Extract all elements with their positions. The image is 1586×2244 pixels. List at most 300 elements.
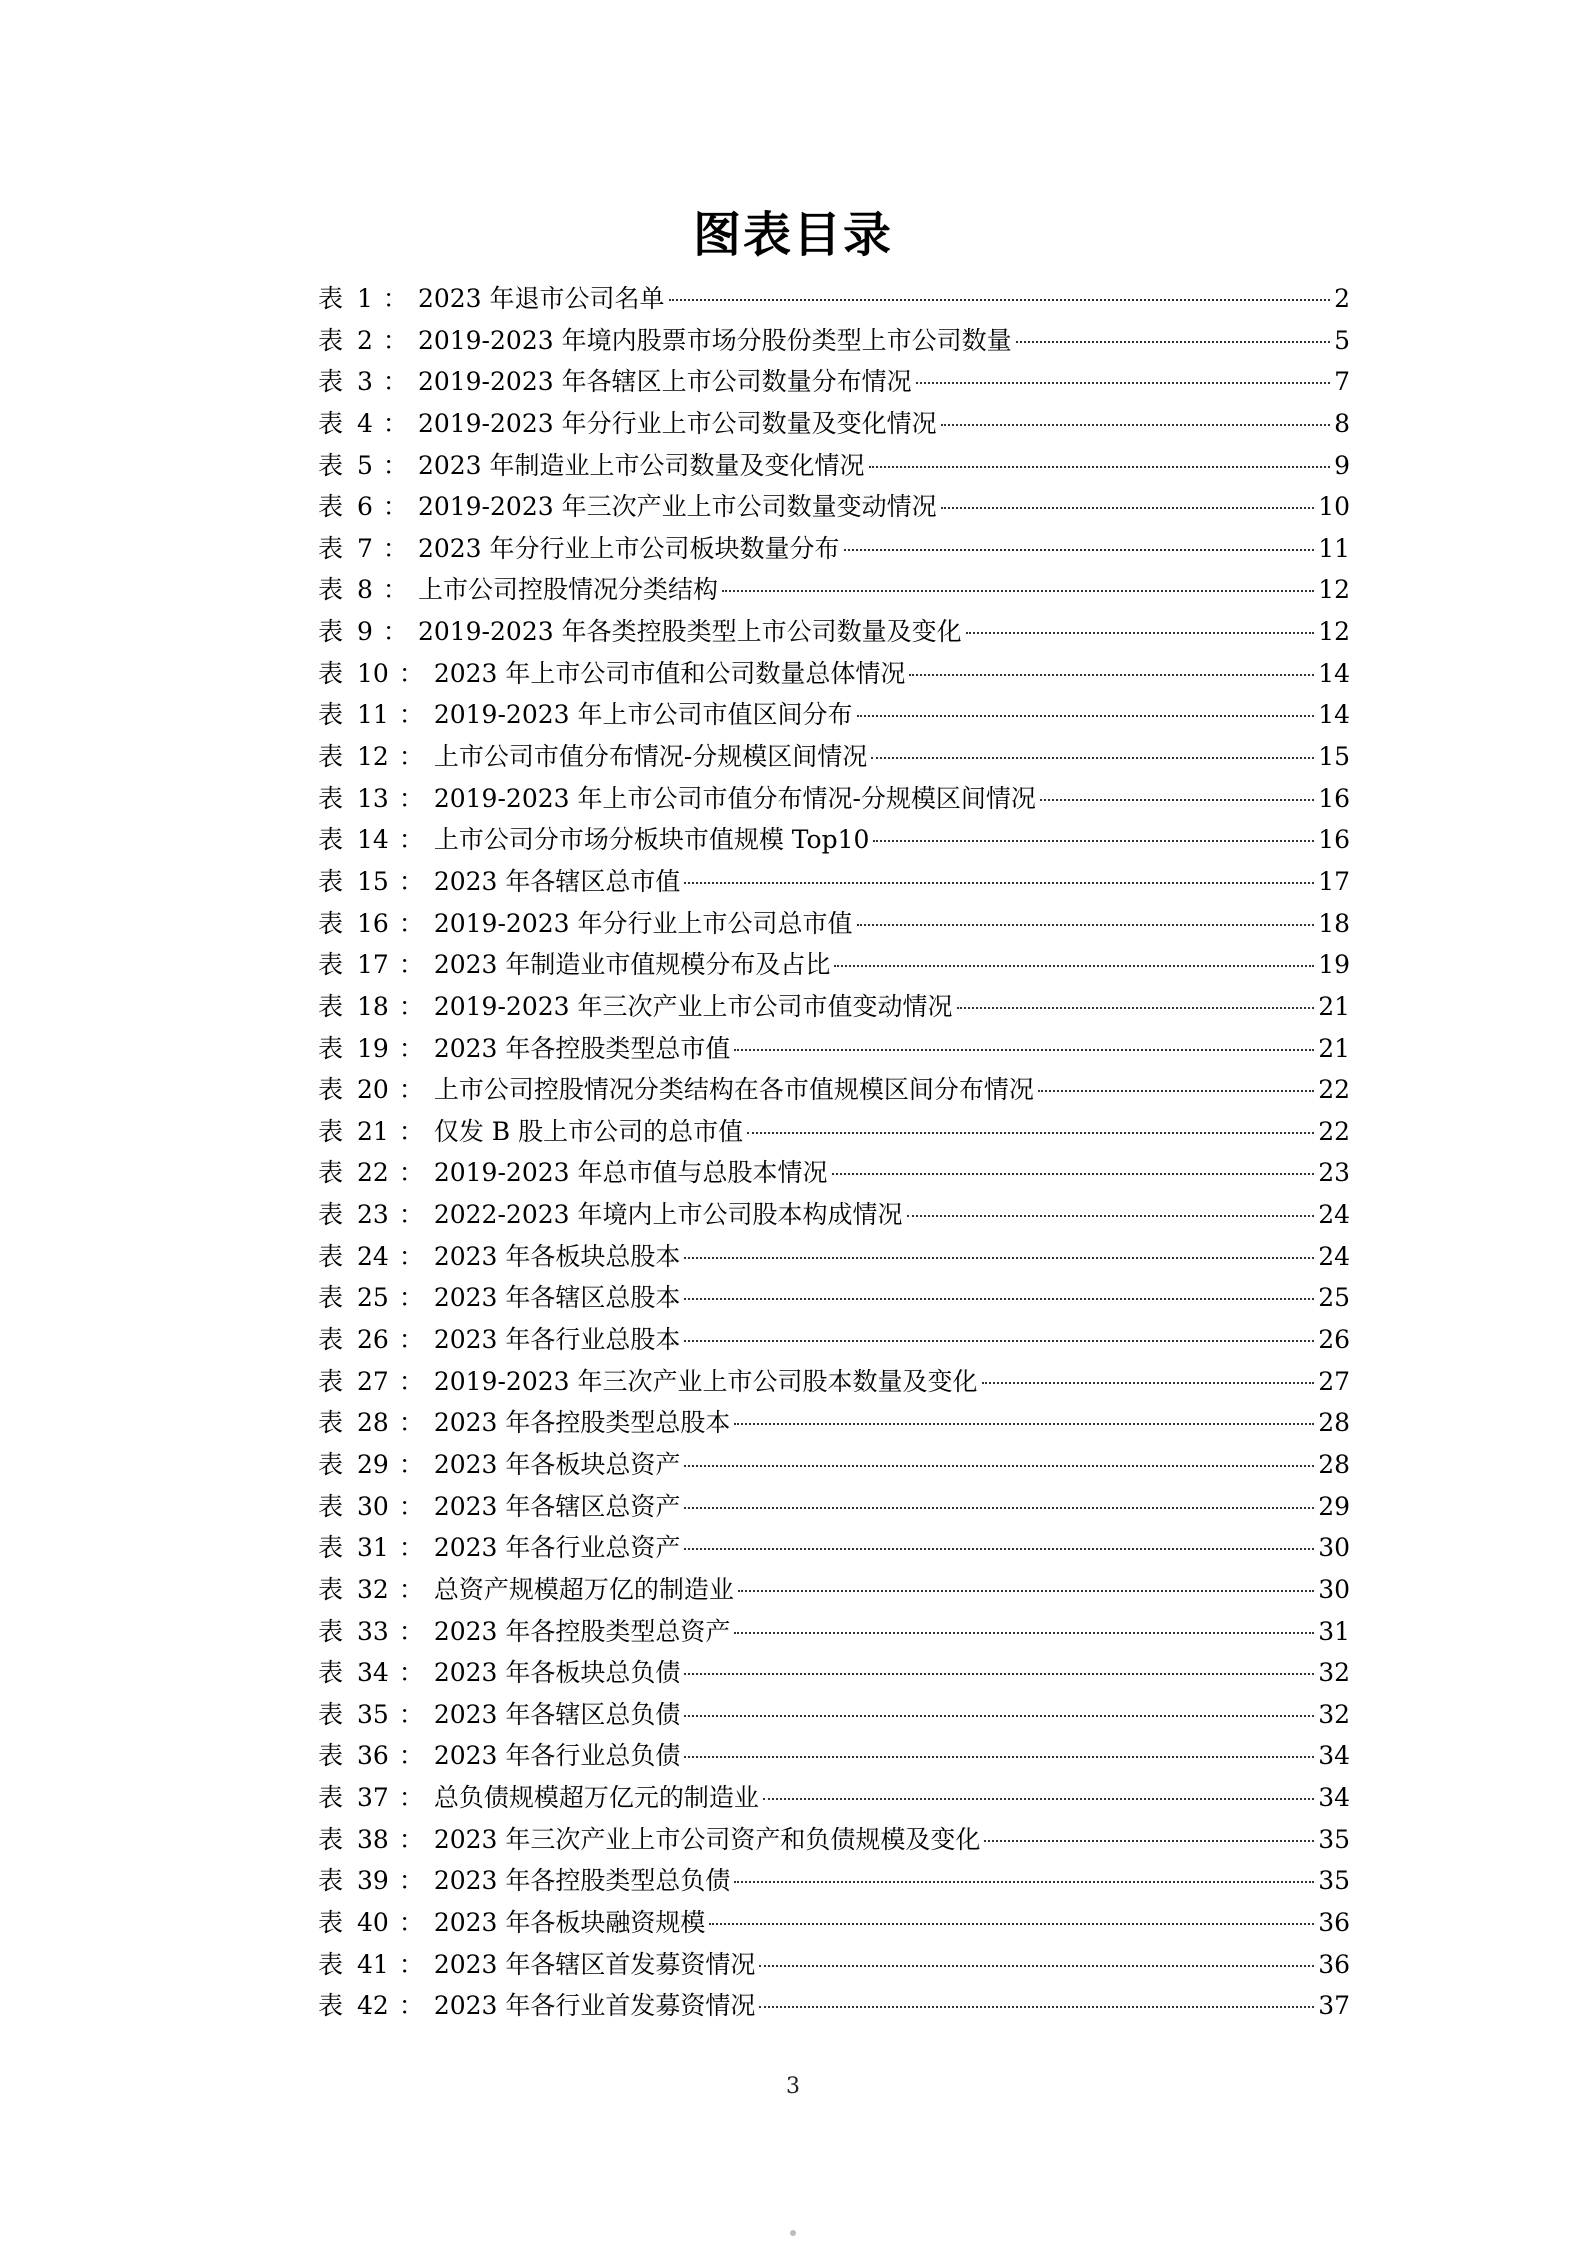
toc-entry-colon: ：	[398, 1158, 424, 1188]
toc-entry-number: 20	[357, 1075, 389, 1105]
toc-entry-label	[318, 1111, 434, 1153]
toc-entry-title: 上市公司控股情况分类结构在各市值规模区间分布情况	[433, 1075, 1034, 1105]
toc-entry-prefix: 表	[318, 1491, 358, 1521]
toc-dot-leader	[909, 674, 1314, 676]
toc-entry-number: 24	[357, 1241, 389, 1271]
toc-entry-label	[318, 1735, 434, 1777]
toc-entry-number: 10	[357, 658, 389, 688]
toc-dot-leader	[857, 715, 1315, 717]
toc-entry-prefix: 表	[318, 1658, 358, 1688]
toc-entry-title: 2023 年各行业总股本	[433, 1325, 681, 1355]
toc-entry-label	[318, 1652, 434, 1694]
toc-entry-label	[318, 986, 434, 1028]
toc-entry-prefix: 表	[318, 866, 358, 896]
toc-entry-colon: ：	[398, 1033, 424, 1063]
toc-entry-label	[318, 1319, 434, 1361]
toc-entry-prefix: 表	[318, 1824, 358, 1854]
toc-entry-prefix: 表	[318, 1449, 358, 1479]
toc-entry-page: 34	[1318, 1783, 1350, 1813]
toc-entry-prefix: 表	[318, 1075, 358, 1105]
toc-entry-page: 7	[1334, 367, 1350, 397]
toc-entry-colon: ：	[398, 1991, 424, 2021]
toc-dot-leader	[869, 466, 1331, 468]
toc-dot-leader	[966, 632, 1315, 634]
toc-entry-title: 2023 年退市公司名单	[417, 284, 665, 313]
toc-dot-leader	[844, 549, 1315, 551]
toc-entry-14[interactable]	[318, 819, 1350, 861]
toc-entry-19[interactable]	[318, 1028, 1350, 1070]
toc-dot-leader	[871, 757, 1314, 759]
toc-entry-page: 8	[1334, 408, 1350, 438]
toc-entry-prefix: 表	[318, 325, 358, 355]
toc-entry-colon: ：	[398, 1699, 424, 1729]
toc-entry-25[interactable]	[318, 1277, 1350, 1319]
toc-entry-20[interactable]	[318, 1069, 1350, 1111]
toc-entry-prefix: 表	[318, 533, 358, 563]
toc-entry-title: 2019-2023 年各类控股类型上市公司数量及变化	[417, 617, 962, 647]
toc-entry-label	[318, 445, 418, 487]
toc-entry-title: 2019-2023 年总市值与总股本情况	[433, 1158, 828, 1188]
toc-entry-title: 2019-2023 年三次产业上市公司数量变动情况	[417, 492, 937, 522]
toc-entry-28[interactable]	[318, 1402, 1350, 1444]
toc-entry-title: 2019-2023 年分行业上市公司数量及变化情况	[417, 408, 937, 438]
toc-entry-title: 2023 年上市公司市值和公司数量总体情况	[433, 658, 906, 688]
toc-entry-colon: ：	[382, 492, 408, 522]
toc-dot-leader	[759, 2006, 1314, 2008]
toc-entry-29[interactable]	[318, 1444, 1350, 1486]
toc-entry-colon: ：	[398, 1907, 424, 1937]
toc-entry-colon: ：	[398, 1241, 424, 1271]
toc-entry-9[interactable]	[318, 611, 1350, 653]
toc-entry-title: 2019-2023 年三次产业上市公司市值变动情况	[433, 991, 953, 1021]
toc-entry-page: 9	[1334, 450, 1350, 480]
toc-entry-prefix: 表	[318, 825, 358, 855]
toc-entry-number: 21	[357, 1116, 389, 1146]
toc-dot-leader	[832, 1173, 1315, 1175]
toc-entry-number: 11	[357, 700, 389, 730]
toc-entry-label	[318, 1819, 434, 1861]
toc-dot-leader	[1038, 1090, 1314, 1092]
toc-entry-title: 2023 年各辖区总市值	[433, 866, 681, 896]
toc-dot-leader	[734, 1881, 1314, 1883]
toc-entry-title: 2023 年各板块总资产	[433, 1449, 681, 1479]
toc-entry-colon: ：	[398, 1824, 424, 1854]
toc-entry-page: 22	[1318, 1116, 1350, 1146]
toc-entry-title: 2023 年各控股类型总股本	[433, 1408, 731, 1438]
toc-entry-41[interactable]	[318, 1944, 1350, 1986]
toc-entry-page: 27	[1318, 1366, 1350, 1396]
toc-entry-colon: ：	[398, 1325, 424, 1355]
toc-dot-leader	[684, 1715, 1314, 1717]
toc-entry-page: 35	[1318, 1866, 1350, 1896]
toc-entry-prefix: 表	[318, 658, 358, 688]
toc-entry-page: 36	[1318, 1907, 1350, 1937]
toc-entry-label	[318, 1777, 434, 1819]
toc-entry-number: 22	[357, 1158, 389, 1188]
toc-entry-colon: ：	[382, 367, 408, 397]
toc-entry-number: 27	[357, 1366, 389, 1396]
toc-entry-title: 2023 年制造业市值规模分布及占比	[433, 950, 831, 980]
toc-entry-40[interactable]	[318, 1902, 1350, 1944]
toc-dot-leader	[747, 1132, 1314, 1134]
toc-entry-37[interactable]	[318, 1777, 1350, 1819]
toc-entry-4[interactable]	[318, 403, 1350, 445]
toc-entry-page: 29	[1318, 1491, 1350, 1521]
toc-entry-30[interactable]	[318, 1486, 1350, 1528]
toc-entry-page: 37	[1318, 1991, 1350, 2021]
toc-entry-page: 21	[1318, 991, 1350, 1021]
toc-entry-prefix: 表	[318, 1116, 358, 1146]
toc-dot-leader	[684, 882, 1314, 884]
toc-entry-number: 33	[357, 1616, 389, 1646]
toc-dot-leader	[734, 1423, 1314, 1425]
toc-entry-colon: ：	[382, 575, 408, 605]
toc-entry-title: 仅发 B 股上市公司的总市值	[433, 1116, 744, 1146]
toc-entry-6[interactable]	[318, 486, 1350, 528]
toc-entry-3[interactable]	[318, 361, 1350, 403]
toc-entry-title: 2019-2023 年境内股票市场分股份类型上市公司数量	[417, 325, 1012, 355]
toc-entry-number: 19	[357, 1033, 389, 1063]
toc-entry-title: 2019-2023 年分行业上市公司总市值	[433, 908, 853, 938]
toc-entry-prefix: 表	[318, 1991, 358, 2021]
toc-entry-number: 14	[357, 825, 389, 855]
table-of-figures	[318, 278, 1350, 2027]
toc-entry-colon: ：	[398, 908, 424, 938]
toc-entry-label	[318, 1569, 434, 1611]
toc-entry-22[interactable]	[318, 1152, 1350, 1194]
toc-entry-prefix: 表	[318, 367, 358, 397]
toc-entry-colon: ：	[398, 1449, 424, 1479]
toc-entry-colon: ：	[398, 991, 424, 1021]
toc-entry-34[interactable]	[318, 1652, 1350, 1694]
toc-entry-24[interactable]	[318, 1236, 1350, 1278]
toc-entry-number: 40	[357, 1907, 389, 1937]
toc-entry-label	[318, 778, 434, 820]
toc-entry-title: 2023 年各板块总负债	[433, 1658, 681, 1688]
toc-entry-page: 2	[1334, 284, 1350, 313]
toc-dot-leader	[684, 1257, 1314, 1259]
toc-entry-title: 2023 年各控股类型总负债	[433, 1866, 731, 1896]
toc-entry-page: 18	[1318, 908, 1350, 938]
toc-entry-page: 17	[1318, 866, 1350, 896]
toc-entry-number: 30	[357, 1491, 389, 1521]
toc-entry-prefix: 表	[318, 492, 358, 522]
toc-entry-2[interactable]	[318, 320, 1350, 362]
toc-entry-number: 17	[357, 950, 389, 980]
toc-entry-title: 2023 年各控股类型总市值	[433, 1033, 731, 1063]
toc-entry-number: 37	[357, 1783, 389, 1813]
toc-entry-number: 2	[357, 325, 373, 355]
toc-entry-10[interactable]	[318, 653, 1350, 695]
toc-dot-leader	[684, 1673, 1314, 1675]
toc-dot-leader	[941, 507, 1315, 509]
toc-entry-31[interactable]	[318, 1527, 1350, 1569]
toc-entry-colon: ：	[398, 1866, 424, 1896]
toc-entry-prefix: 表	[318, 1783, 358, 1813]
toc-entry-colon: ：	[382, 533, 408, 563]
toc-entry-label	[318, 1194, 434, 1236]
toc-entry-page: 31	[1318, 1616, 1350, 1646]
toc-entry-prefix: 表	[318, 1033, 358, 1063]
toc-entry-label	[318, 361, 418, 403]
toc-entry-colon: ：	[382, 617, 408, 647]
toc-dot-leader	[763, 1798, 1314, 1800]
toc-entry-title: 上市公司市值分布情况-分规模区间情况	[433, 742, 868, 772]
toc-entry-label	[318, 736, 434, 778]
toc-entry-16[interactable]	[318, 903, 1350, 945]
toc-dot-leader	[684, 1756, 1314, 1758]
toc-entry-prefix: 表	[318, 1741, 358, 1771]
toc-entry-number: 15	[357, 866, 389, 896]
toc-entry-prefix: 表	[318, 1533, 358, 1563]
toc-entry-number: 7	[357, 533, 373, 563]
toc-entry-page: 21	[1318, 1033, 1350, 1063]
toc-entry-number: 31	[357, 1533, 389, 1563]
toc-entry-15[interactable]	[318, 861, 1350, 903]
toc-entry-page: 32	[1318, 1658, 1350, 1688]
toc-dot-leader	[734, 1049, 1314, 1051]
toc-entry-12[interactable]	[318, 736, 1350, 778]
toc-entry-page: 19	[1318, 950, 1350, 980]
page-title: 图表目录	[692, 207, 893, 263]
toc-dot-leader	[684, 1548, 1314, 1550]
toc-entry-colon: ：	[398, 742, 424, 772]
toc-entry-number: 25	[357, 1283, 389, 1313]
toc-entry-21[interactable]	[318, 1111, 1350, 1153]
toc-entry-number: 42	[357, 1991, 389, 2021]
toc-entry-page: 5	[1334, 325, 1350, 355]
toc-entry-prefix: 表	[318, 450, 358, 480]
page-number: 3	[786, 2074, 800, 2099]
toc-entry-page: 12	[1318, 575, 1350, 605]
toc-entry-36[interactable]	[318, 1735, 1350, 1777]
toc-entry-colon: ：	[398, 700, 424, 730]
toc-dot-leader	[941, 424, 1331, 426]
toc-entry-number: 29	[357, 1449, 389, 1479]
toc-entry-colon: ：	[398, 783, 424, 813]
toc-entry-colon: ：	[398, 1200, 424, 1230]
toc-entry-prefix: 表	[318, 408, 358, 438]
toc-entry-colon: ：	[398, 1783, 424, 1813]
toc-entry-label	[318, 320, 418, 362]
toc-entry-33[interactable]	[318, 1611, 1350, 1653]
toc-dot-leader	[684, 1507, 1314, 1509]
toc-entry-label	[318, 528, 418, 570]
toc-entry-page: 36	[1318, 1949, 1350, 1979]
toc-dot-leader	[873, 840, 1314, 842]
toc-entry-colon: ：	[398, 1366, 424, 1396]
toc-entry-prefix: 表	[318, 1699, 358, 1729]
toc-entry-7[interactable]	[318, 528, 1350, 570]
toc-entry-35[interactable]	[318, 1694, 1350, 1736]
toc-entry-colon: ：	[398, 1408, 424, 1438]
toc-dot-leader	[738, 1590, 1314, 1592]
toc-dot-leader	[684, 1298, 1314, 1300]
toc-entry-label	[318, 1069, 434, 1111]
toc-entry-title: 2023 年分行业上市公司板块数量分布	[417, 533, 840, 563]
toc-entry-page: 30	[1318, 1574, 1350, 1604]
toc-entry-title: 2023 年各板块总股本	[433, 1241, 681, 1271]
toc-entry-page: 28	[1318, 1408, 1350, 1438]
toc-entry-label	[318, 1277, 434, 1319]
toc-entry-label	[318, 819, 434, 861]
toc-dot-leader	[916, 382, 1331, 384]
toc-entry-colon: ：	[398, 1491, 424, 1521]
toc-entry-page: 14	[1318, 700, 1350, 730]
toc-entry-prefix: 表	[318, 575, 358, 605]
toc-entry-label	[318, 1985, 434, 2027]
toc-entry-prefix: 表	[318, 1907, 358, 1937]
toc-dot-leader	[834, 965, 1314, 967]
toc-entry-prefix: 表	[318, 1866, 358, 1896]
toc-entry-page: 16	[1318, 825, 1350, 855]
toc-entry-prefix: 表	[318, 1200, 358, 1230]
toc-entry-title: 2019-2023 年各辖区上市公司数量分布情况	[417, 367, 912, 397]
toc-entry-title: 2023 年各行业总资产	[433, 1533, 681, 1563]
toc-entry-label	[318, 1944, 434, 1986]
toc-entry-prefix: 表	[318, 1241, 358, 1271]
toc-entry-label	[318, 694, 434, 736]
toc-entry-prefix: 表	[318, 1158, 358, 1188]
toc-entry-number: 9	[357, 617, 373, 647]
toc-entry-label	[318, 486, 418, 528]
toc-entry-prefix: 表	[318, 908, 358, 938]
toc-entry-11[interactable]	[318, 694, 1350, 736]
toc-entry-title: 上市公司控股情况分类结构	[417, 575, 718, 605]
toc-entry-5[interactable]	[318, 445, 1350, 487]
toc-dot-leader	[857, 924, 1315, 926]
toc-entry-27[interactable]	[318, 1361, 1350, 1403]
toc-entry-39[interactable]	[318, 1860, 1350, 1902]
toc-entry-title: 2019-2023 年三次产业上市公司股本数量及变化	[433, 1366, 978, 1396]
toc-entry-label	[318, 1486, 434, 1528]
toc-entry-label	[318, 1860, 434, 1902]
toc-entry-label	[318, 1236, 434, 1278]
toc-dot-leader	[669, 299, 1331, 301]
toc-entry-number: 36	[357, 1741, 389, 1771]
toc-entry-page: 11	[1318, 533, 1350, 563]
toc-entry-number: 34	[357, 1658, 389, 1688]
toc-entry-title: 2019-2023 年上市公司市值分布情况-分规模区间情况	[433, 783, 1036, 813]
toc-entry-colon: ：	[398, 866, 424, 896]
toc-entry-23[interactable]	[318, 1194, 1350, 1236]
toc-entry-title: 上市公司分市场分板块市值规模 Top10	[433, 825, 870, 855]
toc-entry-page: 10	[1318, 492, 1350, 522]
toc-entry-prefix: 表	[318, 284, 358, 313]
toc-entry-number: 26	[357, 1325, 389, 1355]
toc-entry-32[interactable]	[318, 1569, 1350, 1611]
toc-entry-number: 6	[357, 492, 373, 522]
toc-dot-leader	[684, 1340, 1314, 1342]
toc-entry-prefix: 表	[318, 950, 358, 980]
toc-entry-number: 16	[357, 908, 389, 938]
toc-entry-number: 3	[357, 367, 373, 397]
toc-entry-38[interactable]	[318, 1819, 1350, 1861]
toc-entry-page: 35	[1318, 1824, 1350, 1854]
footer-dot	[790, 2230, 796, 2236]
toc-entry-title: 总负债规模超万亿元的制造业	[433, 1783, 759, 1813]
toc-entry-label	[318, 278, 418, 320]
toc-entry-prefix: 表	[318, 1616, 358, 1646]
toc-entry-label	[318, 1361, 434, 1403]
toc-entry-42[interactable]	[318, 1985, 1350, 2027]
toc-entry-title: 2023 年三次产业上市公司资产和负债规模及变化	[433, 1824, 981, 1854]
toc-entry-title: 2023 年各行业首发募资情况	[433, 1991, 756, 2021]
toc-entry-prefix: 表	[318, 617, 358, 647]
toc-entry-colon: ：	[398, 1574, 424, 1604]
toc-entry-colon: ：	[398, 1616, 424, 1646]
toc-entry-17[interactable]	[318, 944, 1350, 986]
toc-dot-leader	[734, 1632, 1314, 1634]
toc-entry-page: 34	[1318, 1741, 1350, 1771]
toc-entry-colon: ：	[382, 325, 408, 355]
toc-entry-18[interactable]	[318, 986, 1350, 1028]
toc-entry-prefix: 表	[318, 742, 358, 772]
toc-entry-number: 12	[357, 742, 389, 772]
toc-entry-prefix: 表	[318, 783, 358, 813]
toc-entry-prefix: 表	[318, 991, 358, 1021]
toc-entry-prefix: 表	[318, 1574, 358, 1604]
toc-entry-number: 41	[357, 1949, 389, 1979]
toc-entry-title: 2022-2023 年境内上市公司股本构成情况	[433, 1200, 903, 1230]
toc-entry-title: 2023 年各行业总负债	[433, 1741, 681, 1771]
toc-entry-page: 24	[1318, 1241, 1350, 1271]
toc-entry-page: 12	[1318, 617, 1350, 647]
toc-entry-prefix: 表	[318, 1949, 358, 1979]
toc-dot-leader	[984, 1840, 1314, 1842]
toc-dot-leader	[982, 1382, 1315, 1384]
toc-entry-number: 5	[357, 450, 373, 480]
toc-entry-label	[318, 1527, 434, 1569]
toc-entry-label	[318, 1611, 434, 1653]
toc-entry-colon: ：	[398, 950, 424, 980]
toc-entry-13[interactable]	[318, 778, 1350, 820]
toc-entry-colon: ：	[398, 1658, 424, 1688]
toc-dot-leader	[722, 590, 1314, 592]
toc-entry-colon: ：	[398, 1741, 424, 1771]
toc-entry-label	[318, 944, 434, 986]
toc-entry-page: 28	[1318, 1449, 1350, 1479]
toc-entry-title: 2023 年各板块融资规模	[433, 1907, 706, 1937]
toc-entry-number: 39	[357, 1866, 389, 1896]
toc-entry-page: 22	[1318, 1075, 1350, 1105]
toc-entry-page: 16	[1318, 783, 1350, 813]
toc-entry-label	[318, 1402, 434, 1444]
toc-entry-8[interactable]	[318, 569, 1350, 611]
toc-dot-leader	[709, 1923, 1314, 1925]
toc-entry-page: 15	[1318, 742, 1350, 772]
toc-entry-label	[318, 1152, 434, 1194]
toc-entry-title: 2023 年各辖区首发募资情况	[433, 1949, 756, 1979]
toc-entry-colon: ：	[382, 284, 408, 313]
toc-entry-page: 14	[1318, 658, 1350, 688]
toc-entry-page: 30	[1318, 1533, 1350, 1563]
toc-entry-26[interactable]	[318, 1319, 1350, 1361]
toc-dot-leader	[759, 1965, 1314, 1967]
toc-entry-title: 2023 年制造业上市公司数量及变化情况	[417, 450, 865, 480]
toc-entry-1[interactable]	[318, 278, 1350, 320]
toc-entry-number: 8	[357, 575, 373, 605]
toc-entry-page: 23	[1318, 1158, 1350, 1188]
toc-entry-label	[318, 1902, 434, 1944]
toc-entry-prefix: 表	[318, 700, 358, 730]
toc-entry-colon: ：	[398, 1533, 424, 1563]
toc-entry-number: 13	[357, 783, 389, 813]
toc-entry-number: 1	[357, 284, 373, 313]
toc-entry-number: 28	[357, 1408, 389, 1438]
toc-entry-label	[318, 611, 418, 653]
toc-entry-number: 4	[357, 408, 373, 438]
